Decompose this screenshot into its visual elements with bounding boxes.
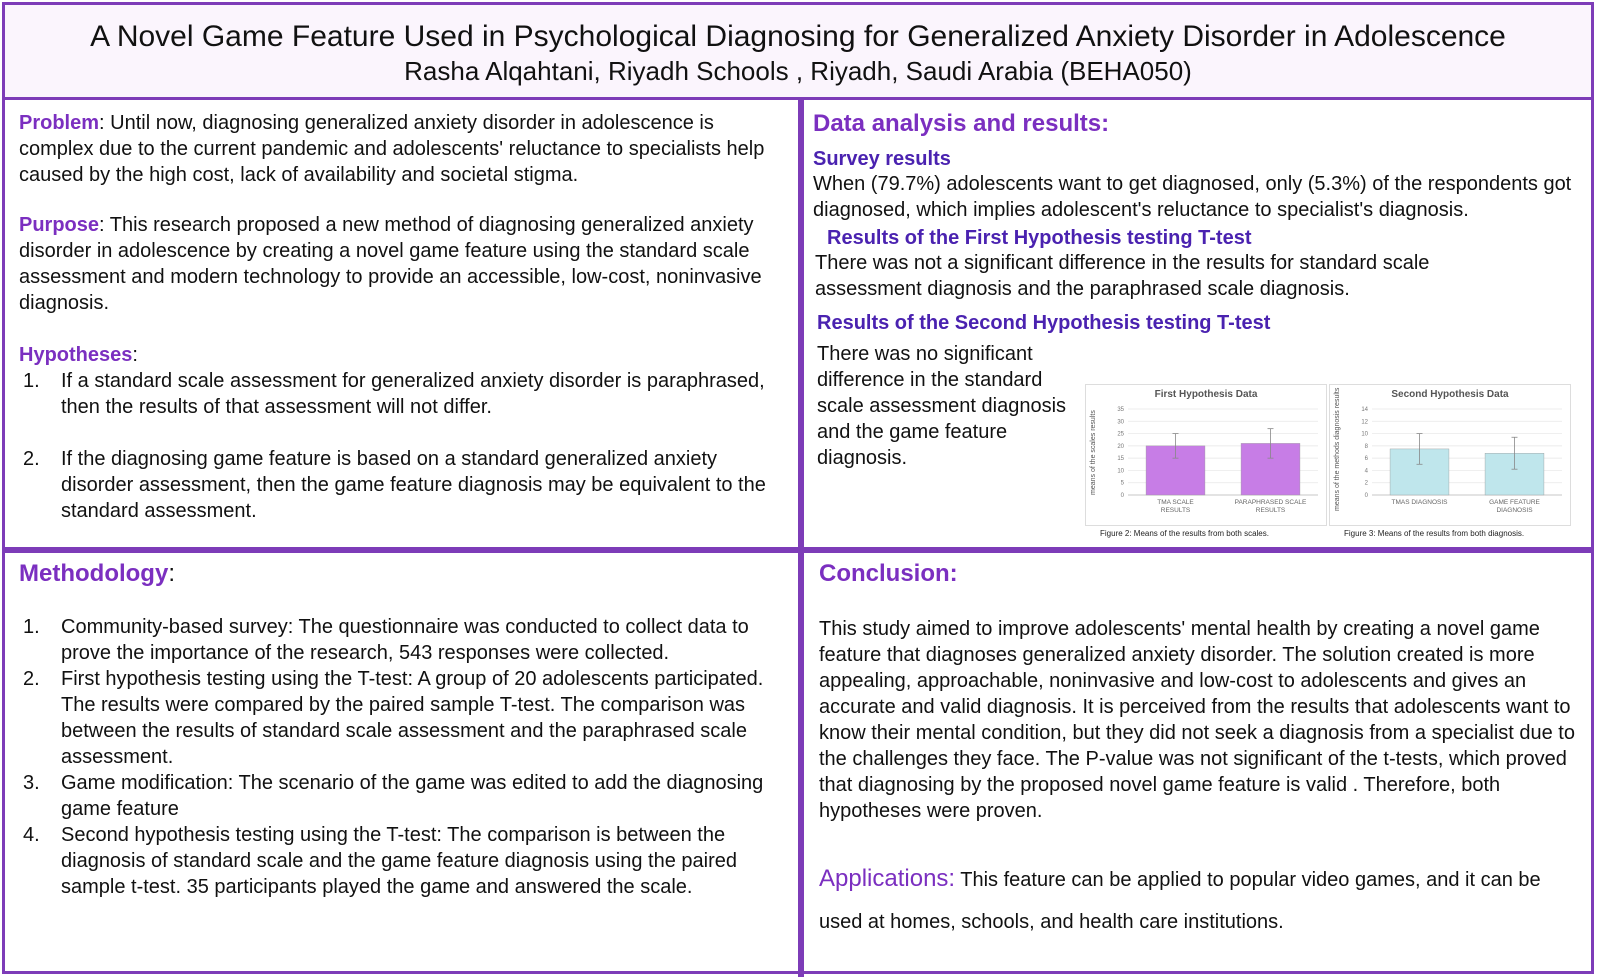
- conclusion-panel: [819, 560, 1594, 975]
- list-item: [19, 666, 769, 770]
- item-text: Community-based survey: The questionnaire was conducted to collect data to prove the importance of the research, 543 responses were collected.: [61, 616, 749, 664]
- list-item: [19, 368, 779, 420]
- methodology-colon: :: [168, 560, 175, 587]
- item-text: Game modification: The scenario of the game was edited to add the diagnosing game feature: [61, 772, 764, 820]
- results-charts: [1085, 384, 1585, 544]
- item-number: 4.: [23, 824, 40, 846]
- x-tick-label: RESULTS: [1160, 507, 1191, 514]
- chart-ylabel: means of the scales results: [1090, 410, 1097, 495]
- item-text: If the diagnosing game feature is based on a standard generalized anxiety disorder assessment, then the game feature diagnosis may be equivalent to the standard assessment.: [61, 448, 766, 522]
- list-item: [19, 770, 769, 822]
- y-tick-label: 14: [1361, 407, 1368, 413]
- y-tick-label: 4: [1364, 468, 1368, 475]
- hypotheses-list: [19, 368, 779, 524]
- poster: [2, 2, 1594, 974]
- analysis-panel: [813, 110, 1593, 546]
- y-tick-label: 15: [1117, 456, 1124, 463]
- hypotheses-heading: [19, 342, 794, 368]
- chart-ylabel: means of the methods diagnosis results: [1334, 387, 1341, 511]
- horizontal-divider: [5, 547, 1591, 553]
- y-tick-label: 5: [1120, 480, 1124, 487]
- conclusion-heading: Conclusion:: [819, 560, 958, 587]
- survey-heading: Survey results: [813, 148, 951, 170]
- chart-first-hypothesis: [1085, 384, 1327, 538]
- list-item: [19, 614, 769, 666]
- applications-text: This feature can be applied to popular video games, and it can be used at homes, schools, and health care institutions.: [819, 869, 1541, 933]
- item-number: 1.: [23, 370, 40, 392]
- x-tick-label: GAME FEATURE: [1489, 499, 1540, 506]
- problem-text: : Until now, diagnosing generalized anxiety disorder in adolescence is complex due to the current pandemic and adolescents' reluctance to specialists help caused by the high cost, lack of availability and societal stigma.: [19, 112, 765, 186]
- x-tick-label: RESULTS: [1255, 507, 1286, 514]
- chart-second-hypothesis: [1329, 384, 1571, 538]
- y-tick-label: 25: [1117, 431, 1124, 438]
- hypotheses-colon: :: [132, 344, 138, 366]
- y-tick-label: 10: [1117, 468, 1124, 475]
- item-number: 2.: [23, 448, 40, 470]
- intro-panel: [19, 110, 794, 546]
- poster-title: A Novel Game Feature Used in Psychological Diagnosing for Generalized Anxiety Disorder in Adolescence: [90, 20, 1506, 53]
- y-tick-label: 30: [1117, 419, 1124, 426]
- second-hypothesis-text: There was no significant difference in the standard scale assessment diagnosis and the game feature diagnosis.: [817, 343, 1067, 469]
- methodology-heading: [19, 560, 794, 588]
- x-tick-label: TMA SCALE: [1157, 499, 1194, 506]
- methodology-panel: [19, 560, 794, 975]
- list-item: [19, 446, 779, 524]
- chart-title: Second Hypothesis Data: [1391, 389, 1509, 400]
- x-tick-label: DIAGNOSIS: [1496, 507, 1533, 514]
- survey-text: When (79.7%) adolescents want to get diagnosed, only (5.3%) of the respondents got diagnosed, which implies adolescent's reluctance to specialist's diagnosis.: [813, 173, 1572, 221]
- vertical-divider: [798, 97, 804, 977]
- list-item: [19, 822, 769, 900]
- item-number: 2.: [23, 668, 40, 690]
- purpose-section: [19, 212, 764, 316]
- x-tick-label: PARAPHRASED SCALE: [1234, 499, 1307, 506]
- chart-caption: Figure 2: Means of the results from both scales.: [1100, 529, 1269, 538]
- item-text: Second hypothesis testing using the T-test: The comparison is between the diagnosis of standard scale and the game feature diagnosis using the paired sample t-test. 35 participants played the game and answered the scale.: [61, 824, 738, 898]
- poster-authors: Rasha Alqahtani, Riyadh Schools , Riyadh, Saudi Arabia (BEHA050): [404, 56, 1192, 86]
- applications-section: [819, 858, 1589, 943]
- first-hypothesis-heading: Results of the First Hypothesis testing T-test: [827, 227, 1252, 249]
- methodology-list: [19, 614, 769, 900]
- hypotheses-label: Hypotheses: [19, 344, 133, 366]
- conclusion-text: This study aimed to improve adolescents' mental health by creating a novel game feature that diagnoses generalized anxiety disorder. The solution created is more appealing, approachable, noninvasive and low-cost to adolescents and gives an accurate and valid diagnosis. It is perceived from the results that adolescents want to know their mental condition, but they did not seek a diagnosis from a specialist due to the challenges they face. The P-value was not significant of the t-tests, which proved that diagnosing by the proposed novel game feature is valid . Therefore, both hypotheses were proven.: [819, 618, 1575, 822]
- y-tick-label: 0: [1120, 493, 1124, 499]
- chart-plot: [1086, 385, 1326, 525]
- applications-label: Applications:: [819, 865, 956, 892]
- item-text: First hypothesis testing using the T-test: A group of 20 adolescents participated. The results were compared by the paired sample T-test. The comparison was between the results of standard scale assessment and the paraphrased scale assessment.: [61, 668, 764, 768]
- chart-title: First Hypothesis Data: [1154, 389, 1258, 400]
- purpose-text: : This research proposed a new method of diagnosing generalized anxiety disorder in adolescence by creating a novel game feature using the standard scale assessment and modern technology to provide an accessible, low-cost, noninvasive diagnosis.: [19, 214, 762, 314]
- chart-plot: [1330, 385, 1570, 525]
- y-tick-label: 35: [1117, 407, 1124, 413]
- y-tick-label: 6: [1364, 456, 1368, 463]
- item-number: 1.: [23, 616, 40, 638]
- second-hypothesis-heading: Results of the Second Hypothesis testing T-test: [817, 312, 1271, 334]
- y-tick-label: 2: [1364, 480, 1368, 487]
- x-tick-label: TMAS DIAGNOSIS: [1391, 499, 1448, 506]
- poster-header: [5, 5, 1591, 100]
- problem-section: [19, 110, 779, 188]
- problem-label: Problem: [19, 112, 100, 134]
- y-tick-label: 10: [1361, 431, 1368, 438]
- analysis-heading: Data analysis and results:: [813, 110, 1110, 137]
- first-hypothesis-text: There was not a significant difference in the results for standard scale assessment diagnosis and the paraphrased scale diagnosis.: [815, 252, 1430, 300]
- y-tick-label: 0: [1364, 493, 1368, 499]
- chart-caption: Figure 3: Means of the results from both diagnosis.: [1344, 529, 1525, 538]
- methodology-label: Methodology: [19, 560, 169, 587]
- y-tick-label: 20: [1117, 443, 1124, 450]
- y-tick-label: 12: [1361, 419, 1368, 426]
- item-text: If a standard scale assessment for generalized anxiety disorder is paraphrased, then the results of that assessment will not differ.: [61, 370, 765, 418]
- item-number: 3.: [23, 772, 40, 794]
- y-tick-label: 8: [1364, 443, 1368, 450]
- purpose-label: Purpose: [19, 214, 100, 236]
